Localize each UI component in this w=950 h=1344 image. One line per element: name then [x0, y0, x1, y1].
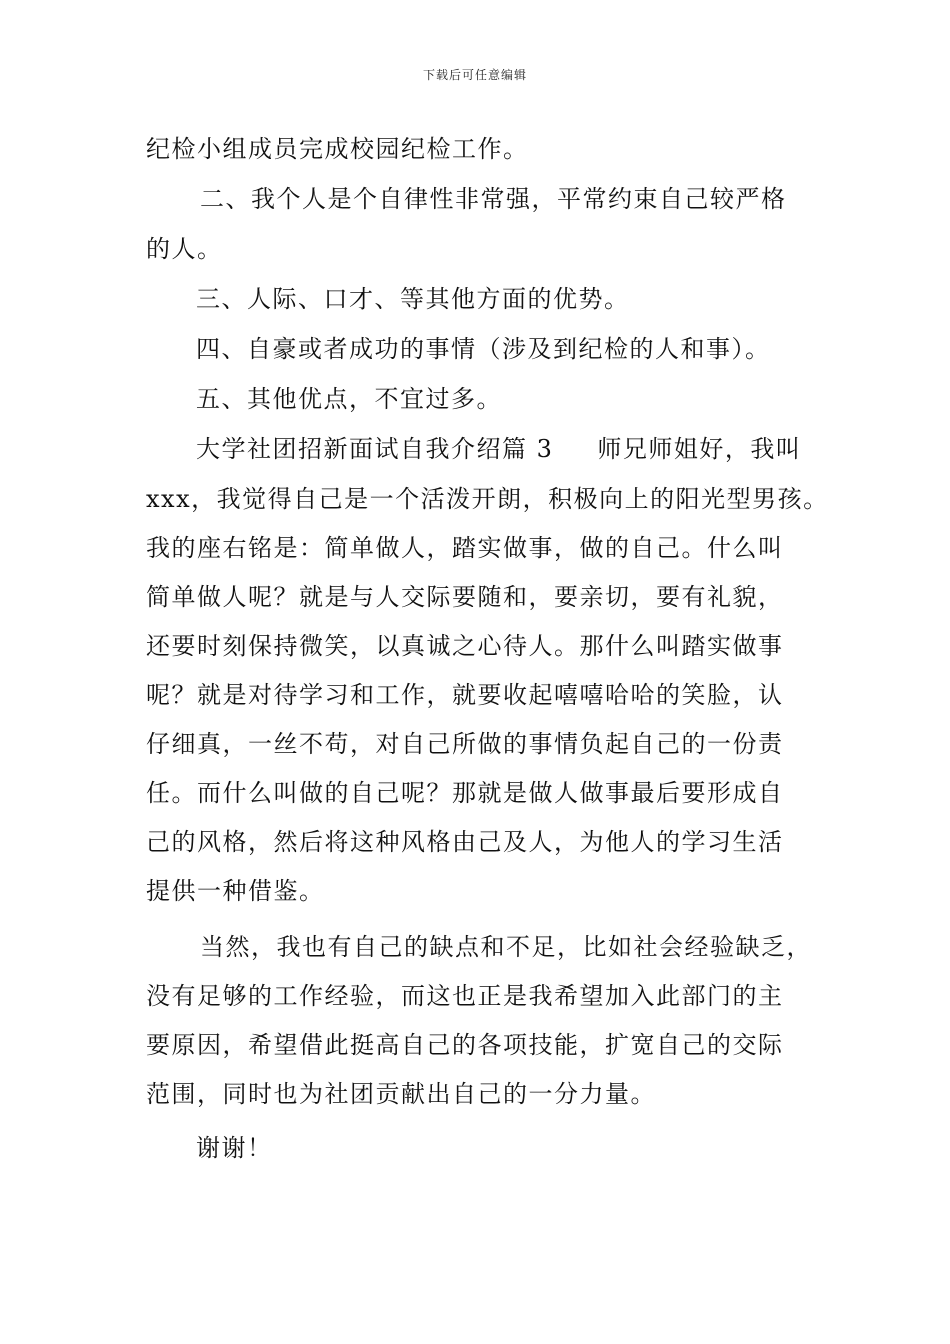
text-line-18: 没有足够的工作经验，而这也正是我希望加入此部门的主 [146, 982, 784, 1010]
text-line-20: 范围，同时也为社团贡献出自己的一分力量。 [146, 1080, 656, 1108]
text-line-3: 的人。 [146, 235, 223, 263]
text-line-12: 呢？就是对待学习和工作，就要收起嘻嘻哈哈的笑脸，认 [146, 681, 784, 709]
text-line-5: 四、自豪或者成功的事情（涉及到纪检的人和事）。 [196, 335, 771, 363]
text-line-4: 三、人际、口才、等其他方面的优势。 [196, 285, 630, 313]
greeting-text: 师兄师姐好，我叫 [597, 435, 802, 463]
text-line-8: xxx，我觉得自己是一个活泼开朗，积极向上的阳光型男孩。 [146, 485, 829, 513]
page-header: 下载后可任意编辑 [422, 68, 527, 82]
text-line-15: 己的风格，然后将这种风格由己及人，为他人的学习生活 [146, 828, 784, 856]
text-line-11: 还要时刻保持微笑，以真诚之心待人。那什么叫踏实做事 [146, 632, 784, 660]
section-title: 大学社团招新面试自我介绍篇 3 [196, 435, 554, 463]
text-line-6: 五、其他优点，不宜过多。 [196, 385, 502, 413]
text-line-1: 纪检小组成员完成校园纪检工作。 [146, 135, 529, 163]
text-line-13: 仔细真，一丝不苟，对自己所做的事情负起自己的一份责 [146, 730, 784, 758]
text-line-16: 提供一种借鉴。 [146, 877, 325, 905]
text-line-19: 要原因，希望借此挺高自己的各项技能，扩宽自己的交际 [146, 1031, 784, 1059]
text-line-10: 简单做人呢？就是与人交际要随和，要亲切，要有礼貌， [146, 583, 784, 611]
text-line-21: 谢谢！ [196, 1134, 273, 1162]
text-line-2: 二、我个人是个自律性非常强，平常约束自己较严格 [200, 185, 787, 213]
text-line-9: 我的座右铭是：简单做人，踏实做事，做的自己。什么叫 [146, 534, 784, 562]
text-line-14: 任。而什么叫做的自己呢？那就是做人做事最后要形成自 [146, 779, 784, 807]
text-line-17: 当然，我也有自己的缺点和不足，比如社会经验缺乏， [200, 933, 812, 961]
text-line-7 [0, 434, 950, 464]
